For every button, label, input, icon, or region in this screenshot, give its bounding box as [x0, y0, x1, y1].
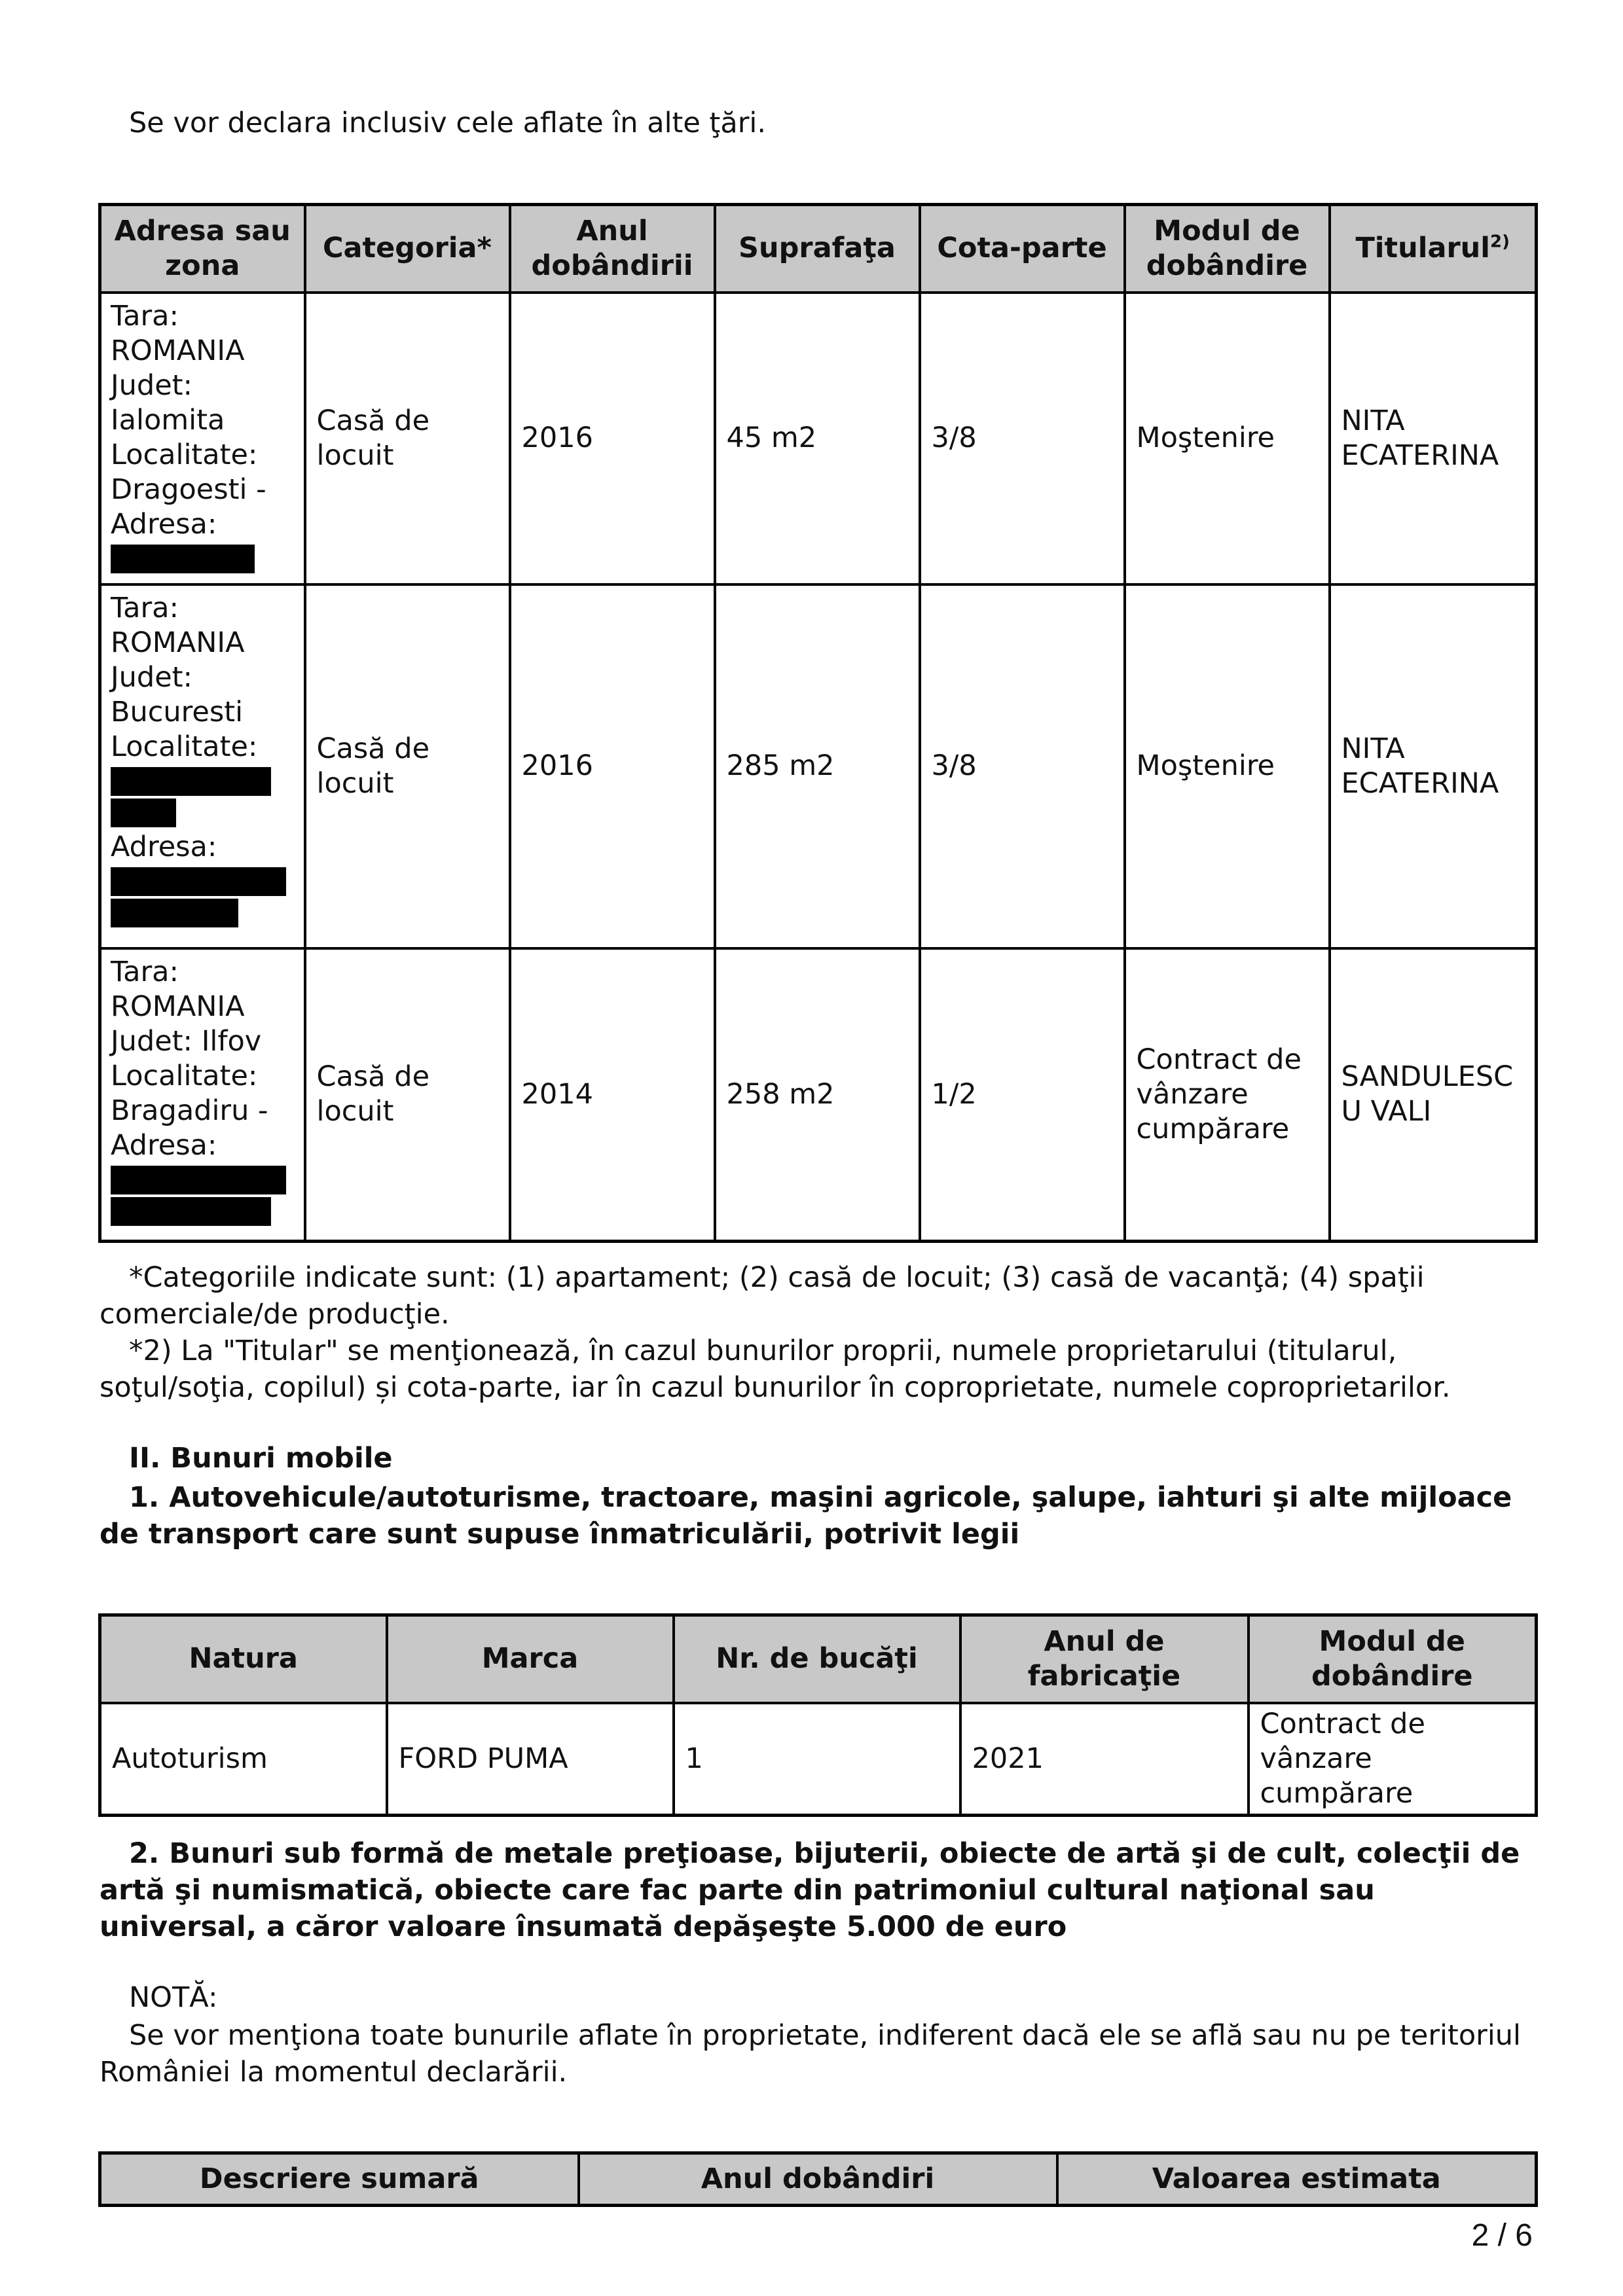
address-cell — [100, 948, 305, 1242]
holder-cell: NITA ECATERINA — [1330, 293, 1537, 584]
note-label: NOTĂ: — [129, 1981, 218, 2014]
address-line: Judet: Ilfov — [111, 1024, 262, 1058]
address-line: Tara: — [111, 955, 179, 988]
header-category: Categoria* — [305, 205, 510, 293]
header-nature: Natura — [100, 1615, 387, 1703]
header-area: Suprafaţa — [715, 205, 920, 293]
address-cell — [100, 293, 305, 584]
footnote-holder: *2) La "Titular" se menţionează, în cazul bunurilor proprii, numele proprietarului (titularul, soţul/soţia, copilul) și cota-parte, iar în cazul bunurilor în coproprietate, numele coproprietarilor. — [100, 1335, 1451, 1404]
count-cell: 1 — [674, 1703, 960, 1816]
address-line: Bucuresti — [111, 695, 244, 728]
area-cell: 45 m2 — [715, 293, 920, 584]
share-cell: 3/8 — [920, 584, 1125, 948]
address-line: ROMANIA — [111, 990, 245, 1023]
header-description: Descriere sumară — [100, 2153, 579, 2206]
section-title-vehicles: 1. Autovehicule/autoturisme, tractoare, maşini agricole, şalupe, iahturi şi alte mijloace de transport care sunt supuse înmatriculării, potrivit legii — [100, 1481, 1512, 1551]
vehicle-table — [98, 1613, 1538, 1817]
manufacture-year-cell: 2021 — [960, 1703, 1249, 1816]
redaction-bar — [111, 1166, 286, 1194]
valuables-table — [98, 2151, 1538, 2207]
header-estimated-value: Valoarea estimata — [1057, 2153, 1537, 2206]
category-cell: Casă de locuit — [305, 293, 510, 584]
redaction-bar — [111, 767, 271, 796]
holder-cell: NITA ECATERINA — [1330, 584, 1537, 948]
year-cell: 2014 — [510, 948, 715, 1242]
header-count: Nr. de bucăţi — [674, 1615, 960, 1703]
share-cell: 1/2 — [920, 948, 1125, 1242]
year-cell: 2016 — [510, 293, 715, 584]
header-brand: Marca — [387, 1615, 674, 1703]
header-manufacture-year: Anul de fabricaţie — [960, 1615, 1249, 1703]
redaction-bar — [111, 798, 176, 827]
address-line: Adresa: — [111, 507, 217, 541]
header-acquisition-year: Anul dobândiri — [579, 2153, 1057, 2206]
note-text: Se vor menţiona toate bunurile aflate în proprietate, indiferent dacă ele se află sau nu pe teritoriul României la momentul declarării. — [100, 2019, 1521, 2089]
section-title-movables: II. Bunuri mobile — [129, 1442, 393, 1475]
acquisition-mode-cell: Contract de vânzare cumpărare — [1249, 1703, 1537, 1816]
address-line: Adresa: — [111, 830, 217, 863]
address-line: Judet: — [111, 660, 193, 694]
table-row — [100, 293, 1537, 584]
header-mode: Modul de dobândire — [1125, 205, 1330, 293]
year-cell: 2016 — [510, 584, 715, 948]
address-line: Adresa: — [111, 1128, 217, 1162]
redaction-bar — [111, 899, 238, 927]
address-line: Localitate: — [111, 730, 258, 763]
header-year: Anul dobândirii — [510, 205, 715, 293]
address-line: ROMANIA — [111, 626, 245, 659]
address-line: Localitate: — [111, 1059, 258, 1092]
address-line: Dragoesti - — [111, 473, 266, 506]
intro-text: Se vor declara inclusiv cele aflate în alte ţări. — [129, 107, 767, 139]
address-cell — [100, 584, 305, 948]
table-row — [100, 584, 1537, 948]
address-line: ROMANIA — [111, 334, 245, 367]
nature-cell: Autoturism — [100, 1703, 387, 1816]
holder-cell: SANDULESC U VALI — [1330, 948, 1537, 1242]
mode-cell: Moştenire — [1125, 293, 1330, 584]
footnote-categories: *Categoriile indicate sunt: (1) apartament; (2) casă de locuit; (3) casă de vacanţă; (4) spaţii comerciale/de producţie. — [100, 1261, 1425, 1331]
address-line: Judet: — [111, 368, 193, 402]
redaction-bar — [111, 867, 286, 896]
address-line: Localitate: — [111, 438, 258, 471]
redaction-bar — [111, 545, 255, 573]
address-line: Bragadiru - — [111, 1094, 268, 1127]
mode-cell: Moştenire — [1125, 584, 1330, 948]
table-row — [100, 948, 1537, 1242]
share-cell: 3/8 — [920, 293, 1125, 584]
header-holder: Titularul$^{2)}$ — [1330, 205, 1537, 293]
area-cell: 285 m2 — [715, 584, 920, 948]
header-address: Adresa sau zona — [100, 205, 305, 293]
address-line: Tara: — [111, 591, 179, 624]
address-line: Tara: — [111, 299, 179, 332]
section-title-valuables: 2. Bunuri sub formă de metale preţioase, bijuterii, obiecte de artă şi de cult, colecţii de artă şi numismatică, obiecte care fac parte din patrimoniul cultural naţional sau universal, a căror valoare însumată depăşeşte 5.000 de euro — [100, 1837, 1520, 1943]
category-cell: Casă de locuit — [305, 584, 510, 948]
property-table — [98, 203, 1538, 1243]
mode-cell: Contract de vânzare cumpărare — [1125, 948, 1330, 1242]
holder-footnote-mark: 2) — [1490, 232, 1510, 252]
category-cell: Casă de locuit — [305, 948, 510, 1242]
address-line: Ialomita — [111, 403, 225, 437]
area-cell: 258 m2 — [715, 948, 920, 1242]
table-row — [100, 1703, 1537, 1816]
brand-cell: FORD PUMA — [387, 1703, 674, 1816]
page-number: 2 / 6 — [1471, 2218, 1533, 2253]
header-share: Cota-parte — [920, 205, 1125, 293]
header-acquisition-mode: Modul de dobândire — [1249, 1615, 1537, 1703]
redaction-bar — [111, 1197, 271, 1226]
